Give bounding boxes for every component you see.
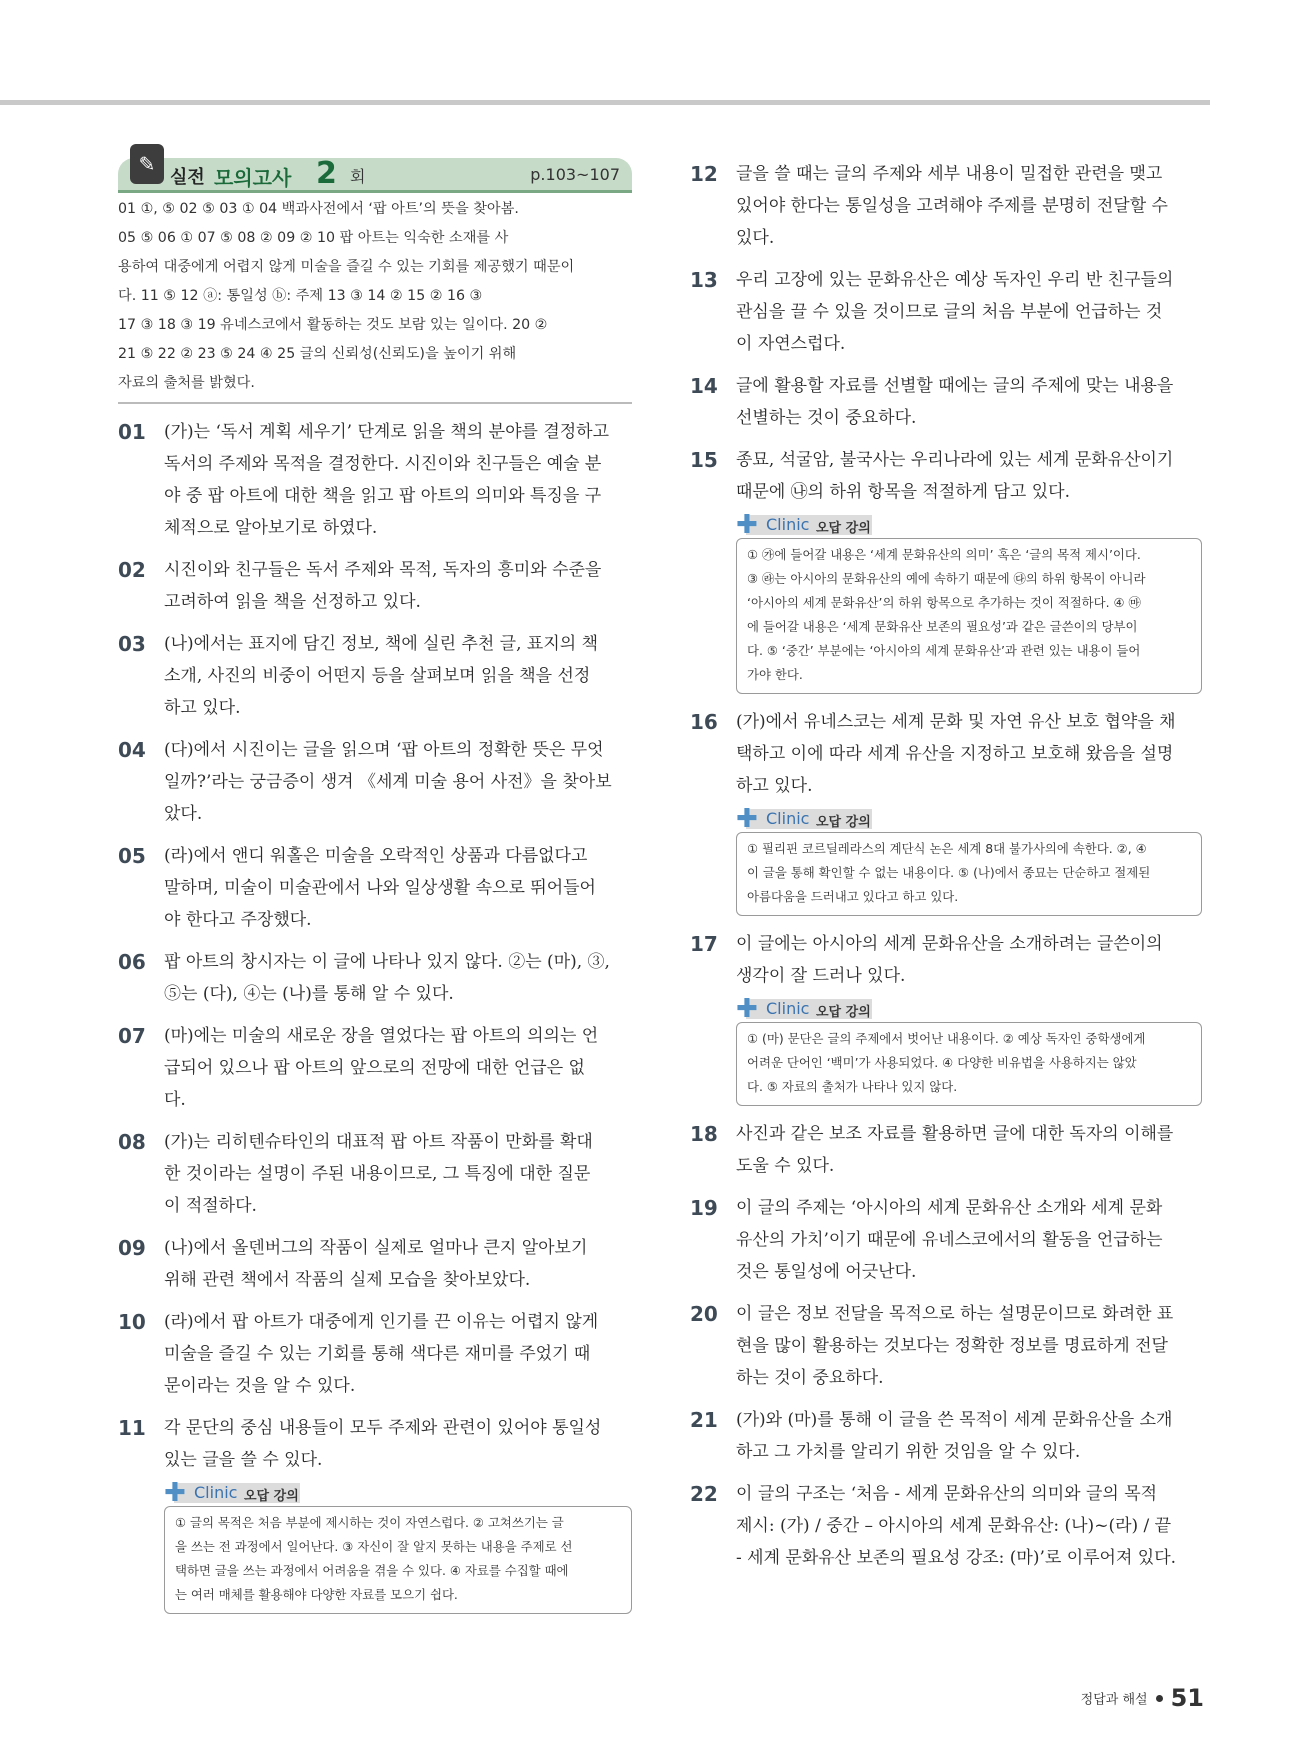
explanation-11: [118, 1412, 632, 1476]
explanation-17: [690, 928, 1202, 992]
item-line: (나)에서 올덴버그의 작품이 실제로 얼마나 큰지 알아보기: [164, 1238, 588, 1258]
explanation-01: [118, 416, 632, 544]
item-line: 위해 관련 책에서 작품의 실제 모습을 찾아보았다.: [164, 1270, 531, 1290]
item-number: 05: [118, 844, 146, 868]
clinic-label-ko: 오답 강의: [816, 815, 871, 830]
item-line: 하고 있다.: [164, 698, 241, 718]
clinic-label-en: Clinic: [766, 809, 810, 828]
explanation-16: [690, 706, 1202, 802]
item-number: 20: [690, 1302, 718, 1326]
top-rule: [0, 100, 1210, 105]
item-line: (가)와 (마)를 통해 이 글을 쓴 목적이 세계 문화유산을 소개: [736, 1410, 1173, 1430]
item-line: 문이라는 것을 알 수 있다.: [164, 1376, 356, 1396]
answer-line: 05 ⑤ 06 ① 07 ⑤ 08 ② 09 ② 10 팝 아트는 익숙한 소재를 사: [118, 230, 509, 246]
test-header-banner: [118, 152, 632, 193]
item-number: 01: [118, 420, 146, 444]
item-line: 사진과 같은 보조 자료를 활용하면 글에 대한 독자의 이해를: [736, 1124, 1174, 1144]
clinic-line: 택하면 글을 쓰는 과정에서 어려움을 겪을 수 있다. ④ 자료를 수집할 때에: [175, 1563, 569, 1578]
clinic-box-11: [164, 1478, 632, 1614]
bullet-dot-icon: [1156, 1695, 1163, 1702]
item-line: 이 글의 주제는 ‘아시아의 세계 문화유산 소개와 세계 문화: [736, 1198, 1163, 1218]
explanation-04: [118, 734, 632, 830]
clinic-box-15: [736, 510, 1202, 694]
item-line: 때문에 ㉯의 하위 항목을 적절하게 담고 있다.: [736, 482, 1071, 502]
item-line: 제시: (가) / 중간 – 아시아의 세계 문화유산: (나)~(라) / 끝: [736, 1516, 1172, 1536]
item-number: 04: [118, 738, 146, 762]
item-number: 22: [690, 1482, 718, 1506]
round-suffix: 회: [350, 167, 366, 186]
item-line: 말하며, 미술이 미술관에서 나와 일상생활 속으로 뛰어들어: [164, 878, 596, 898]
clinic-label-en: Clinic: [766, 515, 810, 534]
explanation-05: [118, 840, 632, 936]
clinic-content: [736, 538, 1202, 694]
item-line: 시진이와 친구들은 독서 주제와 목적, 독자의 흥미와 수준을: [164, 560, 602, 580]
item-line: (다)에서 시진이는 글을 읽으며 ‘팝 아트의 정확한 뜻은 무엇: [164, 740, 604, 760]
clinic-tag: [736, 994, 1202, 1024]
item-line: 이 글에는 아시아의 세계 문화유산을 소개하려는 글쓴이의: [736, 934, 1163, 954]
item-line: (라)에서 앤디 워홀은 미술을 오락적인 상품과 다름없다고: [164, 846, 588, 866]
clinic-content: [736, 832, 1202, 916]
clinic-label-en: Clinic: [766, 999, 810, 1018]
clinic-label-ko: 오답 강의: [816, 521, 871, 536]
item-number: 19: [690, 1196, 718, 1220]
item-line: 이 적절하다.: [164, 1196, 257, 1216]
clinic-line: ‘아시아의 세계 문화유산’의 하위 항목으로 추가하는 것이 적절하다. ④ ㉲: [747, 595, 1141, 610]
explanation-02: [118, 554, 632, 618]
clinic-line: ① 글의 목적은 처음 부분에 제시하는 것이 자연스럽다. ② 고쳐쓰기는 글: [175, 1515, 564, 1530]
item-number: 06: [118, 950, 146, 974]
explanation-07: [118, 1020, 632, 1116]
clinic-label-en: Clinic: [194, 1483, 238, 1502]
item-line: 각 문단의 중심 내용들이 모두 주제와 관련이 있어야 통일성: [164, 1418, 602, 1438]
answer-line: 17 ③ 18 ③ 19 유네스코에서 활동하는 것도 보람 있는 일이다. 20 ②: [118, 317, 548, 333]
item-line: 한 것이라는 설명이 주된 내용이므로, 그 특징에 대한 질문: [164, 1164, 591, 1184]
item-number: 08: [118, 1130, 146, 1154]
item-number: 10: [118, 1310, 146, 1334]
item-line: 하는 것이 중요하다.: [736, 1368, 884, 1388]
item-line: 이 글의 구조는 ‘처음 - 세계 문화유산의 의미와 글의 목적: [736, 1484, 1158, 1504]
explanation-15: [690, 444, 1202, 508]
item-line: (가)에서 유네스코는 세계 문화 및 자연 유산 보호 협약을 채: [736, 712, 1176, 732]
plus-icon: ✚: [736, 510, 758, 540]
explanation-14: [690, 370, 1202, 434]
clinic-tag: [736, 510, 1202, 540]
plus-icon: ✚: [164, 1478, 186, 1508]
page-number: 51: [1170, 1684, 1204, 1712]
item-number: 07: [118, 1024, 146, 1048]
item-line: ⑤는 (다), ④는 (나)를 통해 알 수 있다.: [164, 984, 454, 1004]
explanation-13: [690, 264, 1202, 360]
item-line: 하고 있다.: [736, 776, 813, 796]
item-line: 현을 많이 활용하는 것보다는 정확한 정보를 명료하게 전달: [736, 1336, 1168, 1356]
item-line: 것은 통일성에 어긋난다.: [736, 1262, 917, 1282]
page-range: p.103~107: [530, 165, 620, 184]
item-line: 있어야 한다는 통일성을 고려해야 주제를 분명히 전달할 수: [736, 196, 1168, 216]
explanation-06: [118, 946, 632, 1010]
clinic-content: [736, 1022, 1202, 1106]
clinic-line: 는 여러 매체를 활용해야 다양한 자료를 모으기 쉽다.: [175, 1587, 458, 1602]
clinic-line: 가야 한다.: [747, 667, 803, 682]
item-line: - 세계 문화유산 보존의 필요성 강조: (마)’로 이루어져 있다.: [736, 1548, 1177, 1568]
clinic-line: 어려운 단어인 ‘백미’가 사용되었다. ④ 다양한 비유법을 사용하지는 않았: [747, 1055, 1137, 1070]
item-line: 우리 고장에 있는 문화유산은 예상 독자인 우리 반 친구들의: [736, 270, 1174, 290]
item-line: 택하고 이에 따라 세계 유산을 지정하고 보호해 왔음을 설명: [736, 744, 1174, 764]
item-number: 14: [690, 374, 718, 398]
title-prefix: 실전: [170, 167, 205, 188]
item-number: 11: [118, 1416, 146, 1440]
item-line: 팝 아트의 창시자는 이 글에 나타나 있지 않다. ②는 (마), ③,: [164, 952, 610, 972]
answer-line: 자료의 출처를 밝혔다.: [118, 375, 255, 391]
clinic-line: 에 들어갈 내용은 ‘세계 문화유산 보존의 필요성’과 같은 글쓴이의 당부이: [747, 619, 1138, 634]
item-line: 종묘, 석굴암, 불국사는 우리나라에 있는 세계 문화유산이기: [736, 450, 1174, 470]
item-line: 있는 글을 쓸 수 있다.: [164, 1450, 323, 1470]
item-line: 있다.: [736, 228, 775, 248]
item-number: 15: [690, 448, 718, 472]
item-number: 09: [118, 1236, 146, 1260]
item-number: 03: [118, 632, 146, 656]
clinic-label-ko: 오답 강의: [244, 1489, 299, 1504]
plus-icon: ✚: [736, 804, 758, 834]
item-line: 야 중 팝 아트에 대한 책을 읽고 팝 아트의 의미와 특징을 구: [164, 486, 602, 506]
item-line: 이 글은 정보 전달을 목적으로 하는 설명문이므로 화려한 표: [736, 1304, 1174, 1324]
item-line: 일까?’라는 궁금증이 생겨 《세계 미술 용어 사전》을 찾아보: [164, 772, 612, 792]
round-number: 2: [316, 156, 337, 191]
item-line: 미술을 즐길 수 있는 기회를 통해 색다른 재미를 주었기 때: [164, 1344, 591, 1364]
plus-icon: ✚: [736, 994, 758, 1024]
item-number: 13: [690, 268, 718, 292]
clinic-line: ③ ㉱는 아시아의 문화유산의 예에 속하기 때문에 ㉰의 하위 항목이 아니라: [747, 571, 1146, 586]
item-line: 선별하는 것이 중요하다.: [736, 408, 917, 428]
item-line: (가)는 리히텐슈타인의 대표적 팝 아트 작품이 만화를 확대: [164, 1132, 593, 1152]
item-number: 17: [690, 932, 718, 956]
explanation-20: [690, 1298, 1202, 1394]
clinic-line: 다. ⑤ 자료의 출처가 나타나 있지 않다.: [747, 1079, 958, 1094]
explanation-10: [118, 1306, 632, 1402]
clinic-line: 을 쓰는 전 과정에서 일어난다. ③ 자신이 잘 알지 못하는 내용을 주제로 선: [175, 1539, 573, 1554]
item-number: 02: [118, 558, 146, 582]
page-footer: [1081, 1684, 1204, 1712]
clinic-box-16: [736, 804, 1202, 916]
clinic-line: ① 필리핀 코르딜레라스의 계단식 논은 세계 8대 불가사의에 속한다. ②, ④: [747, 841, 1147, 856]
answer-line: 다. 11 ⑤ 12 ⓐ: 통일성 ⓑ: 주제 13 ③ 14 ② 15 ② 16 ③: [118, 288, 483, 304]
item-line: 소개, 사진의 비중이 어떤지 등을 살펴보며 읽을 책을 선정: [164, 666, 591, 686]
answer-line: 01 ①, ⑤ 02 ⑤ 03 ① 04 백과사전에서 ‘팝 아트’의 뜻을 찾아봄.: [118, 201, 519, 217]
explanation-12: [690, 158, 1202, 254]
item-line: 이 자연스럽다.: [736, 334, 846, 354]
item-line: 체적으로 알아보기로 하였다.: [164, 518, 378, 538]
item-line: (나)에서는 표지에 담긴 정보, 책에 실린 추천 글, 표지의 책: [164, 634, 598, 654]
explanation-18: [690, 1118, 1202, 1182]
memo-pad-icon: ✎: [130, 144, 164, 184]
item-line: (라)에서 팝 아트가 대중에게 인기를 끈 이유는 어렵지 않게: [164, 1312, 599, 1332]
explanation-03: [118, 628, 632, 724]
clinic-line: 이 글을 통해 확인할 수 없는 내용이다. ⑤ (나)에서 종묘는 단순하고 절제된: [747, 865, 1151, 880]
item-line: 독서의 주제와 목적을 결정한다. 시진이와 친구들은 예술 분: [164, 454, 602, 474]
clinic-line: 아름다움을 드러내고 있다고 하고 있다.: [747, 889, 959, 904]
answer-line: 21 ⑤ 22 ② 23 ⑤ 24 ④ 25 글의 신뢰성(신뢰도)을 높이기 위해: [118, 346, 517, 362]
item-line: 글에 활용할 자료를 선별할 때에는 글의 주제에 맞는 내용을: [736, 376, 1174, 396]
left-column: [118, 152, 632, 1614]
answer-key: [118, 193, 632, 404]
footer-label: 정답과 해설: [1080, 1692, 1148, 1708]
item-line: 유산의 가치’이기 때문에 유네스코에서의 활동을 언급하는: [736, 1230, 1163, 1250]
item-line: 관심을 끌 수 있을 것이므로 글의 처음 부분에 언급하는 것: [736, 302, 1163, 322]
item-line: 급되어 있으나 팝 아트의 앞으로의 전망에 대한 언급은 없: [164, 1058, 585, 1078]
clinic-line: ① (마) 문단은 글의 주제에서 벗어난 내용이다. ② 예상 독자인 중학생에게: [747, 1031, 1146, 1046]
item-line: 야 한다고 주장했다.: [164, 910, 312, 930]
explanation-19: [690, 1192, 1202, 1288]
answer-line: 용하여 대중에게 어렵지 않게 미술을 즐길 수 있는 기회를 제공했기 때문이: [118, 259, 575, 275]
item-line: 하고 그 가치를 알리기 위한 것임을 알 수 있다.: [736, 1442, 1081, 1462]
clinic-line: ① ㉮에 들어갈 내용은 ‘세계 문화유산의 의미’ 혹은 ‘글의 목적 제시’이다.: [747, 547, 1141, 562]
item-line: 도울 수 있다.: [736, 1156, 835, 1176]
clinic-content: [164, 1506, 632, 1614]
explanation-09: [118, 1232, 632, 1296]
clinic-tag: [164, 1478, 632, 1508]
item-line: 다.: [164, 1090, 186, 1110]
clinic-line: 다. ⑤ ‘중간’ 부분에는 ‘아시아의 세계 문화유산’과 관련 있는 내용이 들어: [747, 643, 1141, 658]
item-line: 고려하여 읽을 책을 선정하고 있다.: [164, 592, 421, 612]
item-line: 글을 쓸 때는 글의 주제와 세부 내용이 밀접한 관련을 맺고: [736, 164, 1163, 184]
explanation-22: [690, 1478, 1202, 1574]
item-number: 12: [690, 162, 718, 186]
item-number: 21: [690, 1408, 718, 1432]
clinic-box-17: [736, 994, 1202, 1106]
clinic-label-ko: 오답 강의: [816, 1005, 871, 1020]
right-column: [690, 158, 1202, 1574]
item-line: (가)는 ‘독서 계획 세우기’ 단계로 읽을 책의 분야를 결정하고: [164, 422, 610, 442]
item-number: 16: [690, 710, 718, 734]
title-main: 모의고사: [214, 166, 292, 190]
explanation-21: [690, 1404, 1202, 1468]
item-line: 생각이 잘 드러나 있다.: [736, 966, 906, 986]
explanation-08: [118, 1126, 632, 1222]
item-line: (마)에는 미술의 새로운 장을 열었다는 팝 아트의 의의는 언: [164, 1026, 599, 1046]
clinic-tag: [736, 804, 1202, 834]
item-number: 18: [690, 1122, 718, 1146]
item-line: 았다.: [164, 804, 203, 824]
